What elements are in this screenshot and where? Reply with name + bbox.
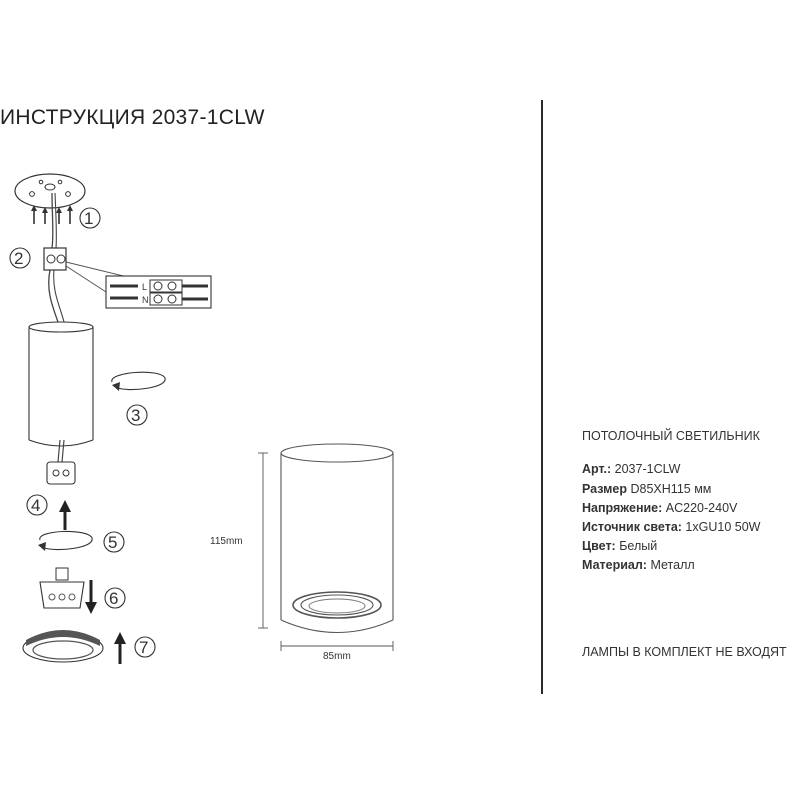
- width-dimension-label: 85mm: [323, 651, 351, 662]
- spec-color: [582, 539, 657, 553]
- wire-label-L: L: [142, 282, 148, 292]
- vertical-divider: [541, 100, 543, 694]
- gu10-lamp-drawing: [40, 568, 97, 614]
- wire-label-N: N: [142, 295, 149, 305]
- product-type: ПОТОЛОЧНЫЙ СВЕТИЛЬНИК: [582, 429, 760, 443]
- step-4-label: 4: [31, 496, 41, 515]
- spec-value: Металл: [650, 558, 695, 572]
- spec-value: AC220-240V: [665, 501, 738, 515]
- gu10-socket-drawing: [47, 462, 75, 530]
- step-2-label: 2: [14, 249, 24, 268]
- spec-label: Цвет:: [582, 539, 616, 553]
- lamps-not-included-note: ЛАМПЫ В КОМПЛЕКТ НЕ ВХОДЯТ: [582, 645, 787, 659]
- spec-voltage: [582, 501, 737, 515]
- trim-ring-drawing: [23, 630, 126, 664]
- step-5-label: 5: [108, 533, 118, 552]
- spec-material: [582, 558, 695, 572]
- spec-label: Размер: [582, 482, 628, 496]
- spec-article: [582, 462, 680, 476]
- spec-value: Белый: [619, 539, 658, 553]
- document-title: ИНСТРУКЦИЯ 2037-1CLW: [0, 106, 265, 129]
- terminal-block-drawing: [44, 248, 211, 308]
- cylinder-body-drawing: [29, 322, 165, 462]
- rotate-arrow-step5: [38, 531, 92, 551]
- spec-label: Материал:: [582, 558, 647, 572]
- mounting-plate-drawing: [15, 174, 85, 224]
- spec-label: Арт.:: [582, 462, 612, 476]
- product-dimension-drawing: [258, 444, 393, 651]
- step-3-label: 3: [131, 406, 141, 425]
- spec-value: 1xGU10 50W: [685, 520, 761, 534]
- spec-size: [582, 482, 711, 496]
- spec-value: D85XH115 мм: [630, 482, 712, 496]
- step-6-label: 6: [109, 589, 119, 608]
- step-1-label: 1: [84, 209, 94, 228]
- spec-label: Напряжение:: [582, 501, 663, 515]
- step-7-label: 7: [139, 638, 149, 657]
- spec-light-source: [582, 520, 760, 534]
- height-dimension-label: 115mm: [210, 536, 243, 547]
- spec-value: 2037-1CLW: [614, 462, 681, 476]
- spec-label: Источник света:: [582, 520, 682, 534]
